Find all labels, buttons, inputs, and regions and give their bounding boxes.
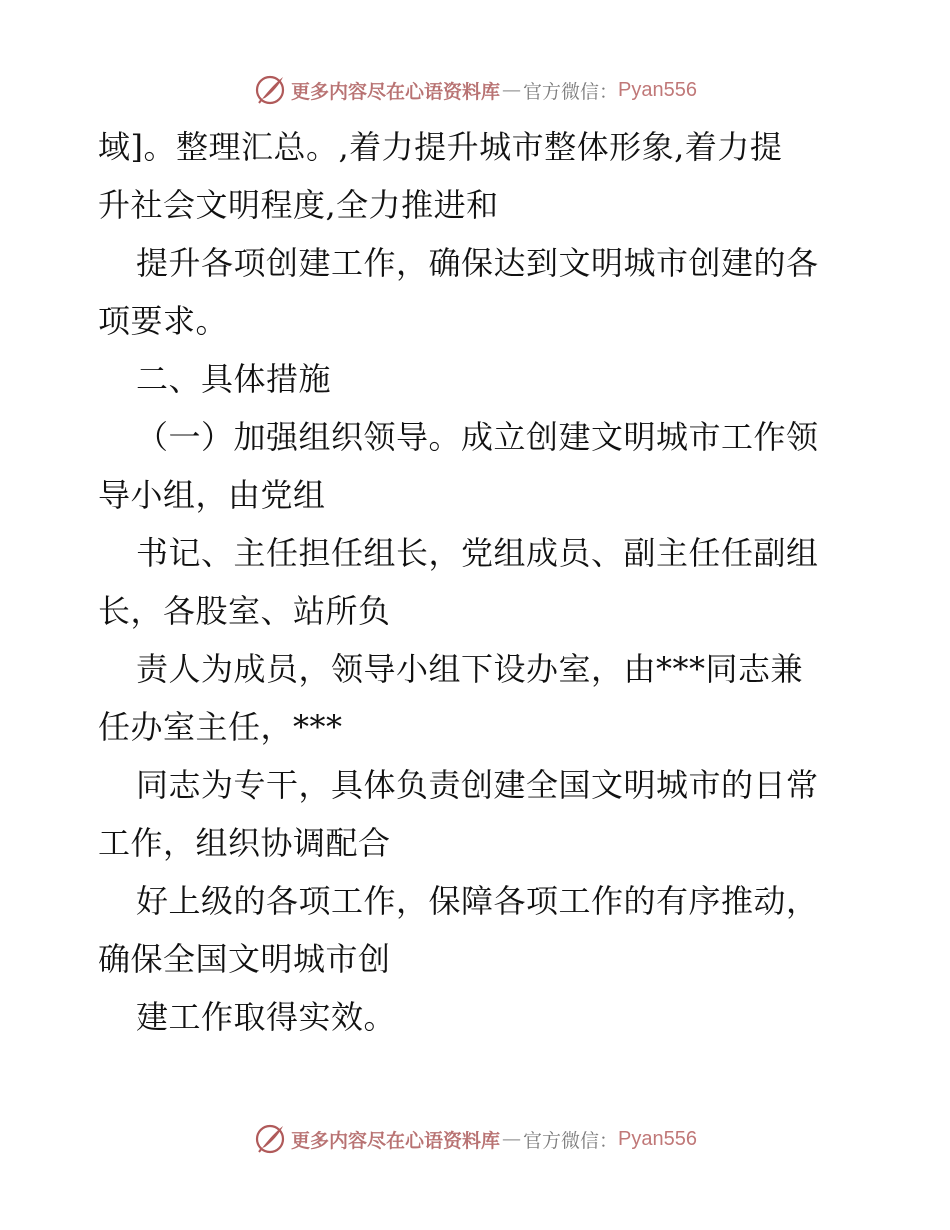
text-line: 确保全国文明城市创 [98, 940, 391, 978]
watermark-dash: — [502, 1128, 522, 1150]
text-line: （一）加强组织领导。成立创建文明城市工作领 [136, 418, 819, 456]
text-line: 好上级的各项工作，保障各项工作的有序推动， [136, 882, 819, 920]
watermark-site-text: 更多内容尽在心语资料库 [291, 1129, 501, 1152]
document-body [98, 118, 858, 1046]
text-line: 提升各项创建工作，确保达到文明城市创建的各 [136, 244, 819, 282]
text-line: 升社会文明程度,全力推进和 [98, 186, 499, 224]
text-line: 同志为专干，具体负责创建全国文明城市的日常 [136, 766, 819, 804]
watermark-dash: — [502, 79, 522, 101]
text-line: 建工作取得实效。 [136, 998, 397, 1036]
watermark-handle: Pyan556 [618, 1127, 697, 1150]
quill-pen-circle-icon [253, 73, 287, 107]
text-line: 工作，组织协调配合 [98, 824, 391, 862]
text-line: 域]。整理汇总。,着力提升城市整体形象,着力提 [98, 128, 783, 166]
watermark-handle: Pyan556 [618, 78, 697, 101]
header-watermark [0, 68, 950, 112]
text-line: 长，各股室、站所负 [98, 592, 391, 630]
text-line: 项要求。 [98, 302, 229, 340]
text-line: 任办室主任，*** [98, 708, 343, 746]
footer-watermark [0, 1117, 950, 1161]
text-line: 责人为成员，领导小组下设办室，由***同志兼 [136, 650, 804, 688]
text-line: 导小组，由党组 [98, 476, 326, 514]
watermark-site-text: 更多内容尽在心语资料库 [291, 80, 501, 103]
watermark-label: 官方微信： [523, 80, 619, 103]
quill-pen-circle-icon [253, 1122, 287, 1156]
text-line: 书记、主任担任组长，党组成员、副主任任副组 [136, 534, 819, 572]
section-heading: 二、具体措施 [136, 360, 332, 398]
watermark-label: 官方微信： [523, 1129, 619, 1152]
